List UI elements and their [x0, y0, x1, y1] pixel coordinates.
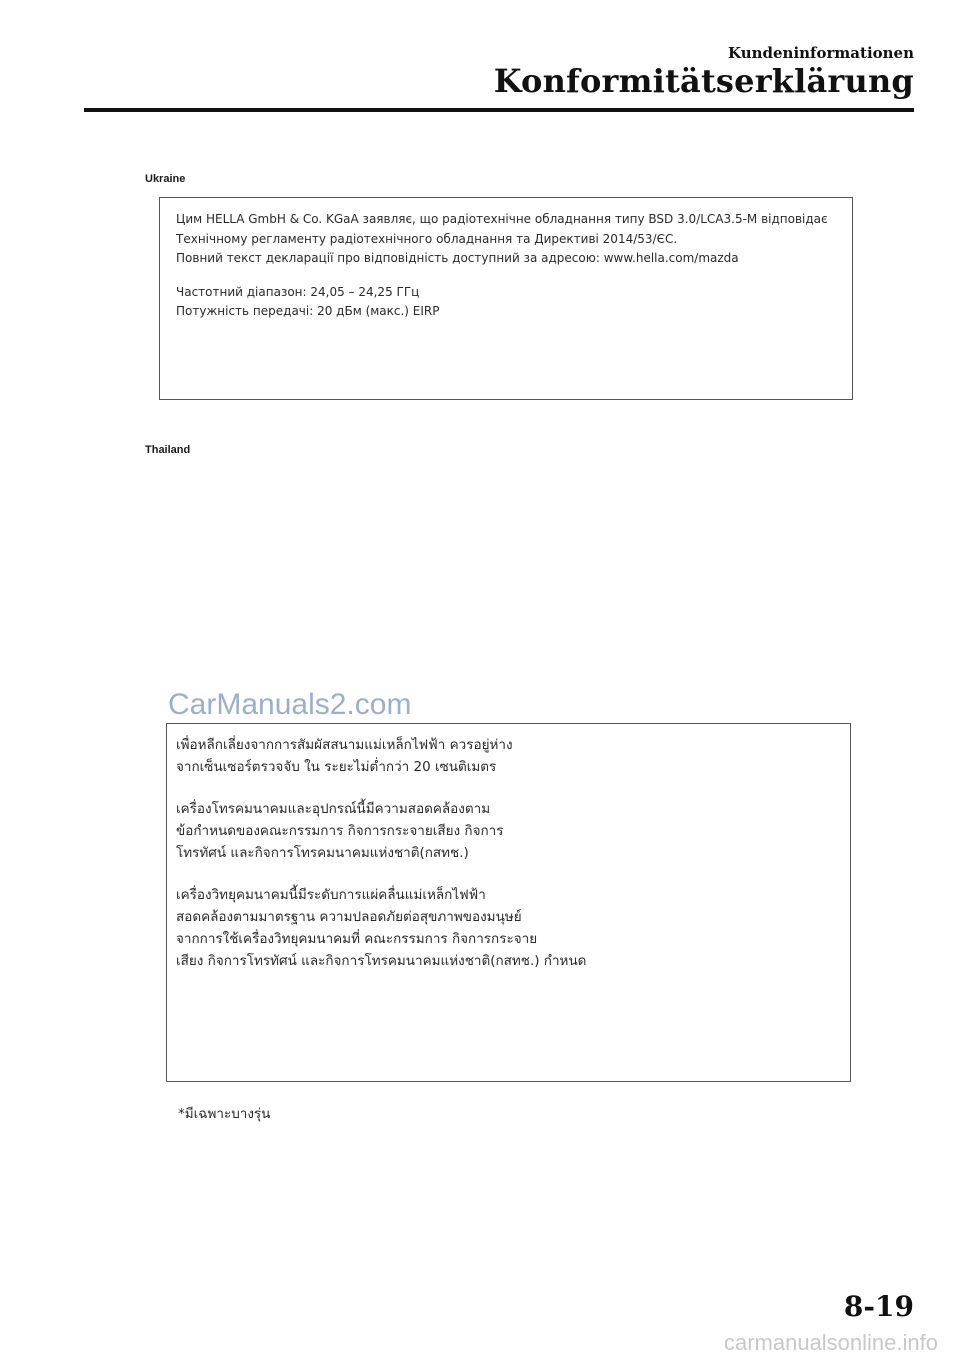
thailand-label: Thailand	[145, 444, 191, 456]
thailand-footnote: *มีเฉพาะบางรุ่น	[178, 1106, 271, 1122]
spacer	[176, 778, 841, 798]
thailand-para2-line: โทรทัศน์ และกิจการโทรคมนาคมแห่งชาติ(กสทช.)	[176, 845, 469, 861]
thailand-para3-line: จากการใช้เครื่องวิทยุคมนาคมที่ คณะกรรมการ กิจการกระจาย	[176, 931, 538, 947]
page-number: 8-19	[843, 1290, 914, 1323]
ukraine-spec-frequency: Частотний діапазон: 24,05 – 24,25 ГГц	[176, 284, 420, 299]
thailand-para1-line: จากเซ็นเซอร์ตรวจจับ ใน ระยะไม่ต่ำกว่า 20 เซนติเมตร	[176, 759, 497, 775]
ukraine-label: Ukraine	[145, 173, 186, 185]
spacer	[176, 269, 836, 283]
ukraine-declaration-box	[159, 197, 853, 400]
ukraine-line-2: Технічному регламенту радіотехнічного обладнання та Директиві 2014/53/ЄС.	[176, 231, 678, 246]
thailand-para3-line: เสียง กิจการโทรทัศน์ และกิจการโทรคมนาคมแห่งชาติ(กสทช.) กำหนด	[176, 953, 587, 969]
thailand-declaration-box	[166, 723, 851, 1082]
ukraine-line-1: Цим HELLA GmbH & Co. KGaA заявляє, що радіотехнічне обладнання типу BSD 3.0/LCA3.5-M відповідає	[176, 212, 828, 226]
thailand-para2-line: เครื่องโทรคมนาคมและอุปกรณ์นี้มีความสอดคล้องตาม	[176, 801, 491, 817]
thailand-para1-line: เพื่อหลีกเลี่ยงจากการสัมผัสสนามแม่เหล็กไฟฟ้า ควรอยู่ห่าง	[176, 737, 513, 753]
spacer	[176, 864, 841, 884]
ukraine-spec-power: Потужність передачі: 20 дБм (макс.) EIRP	[176, 304, 440, 318]
section-header: Kundeninformationen	[728, 44, 914, 62]
watermark-carmanuals2: CarManuals2.com	[168, 688, 412, 721]
watermark-carmanualsonline: carmanualsonline.info	[723, 1330, 938, 1355]
ukraine-line-3: Повний текст декларації про відповідність доступний за адресою: www.hella.com/mazda	[176, 251, 739, 265]
thailand-para3-line: เครื่องวิทยุคมนาคมนี้มีระดับการแผ่คลื่นแม่เหล็กไฟฟ้า	[176, 887, 486, 903]
page-title: Konformitätserklärung	[493, 62, 914, 100]
thailand-para2-line: ข้อกำหนดของคณะกรรมการ กิจการกระจายเสียง กิจการ	[176, 823, 504, 839]
thailand-para3-line: สอดคล้องตามมาตรฐาน ความปลอดภัยต่อสุขภาพของมนุษย์	[176, 909, 522, 925]
header-rule	[84, 108, 914, 112]
